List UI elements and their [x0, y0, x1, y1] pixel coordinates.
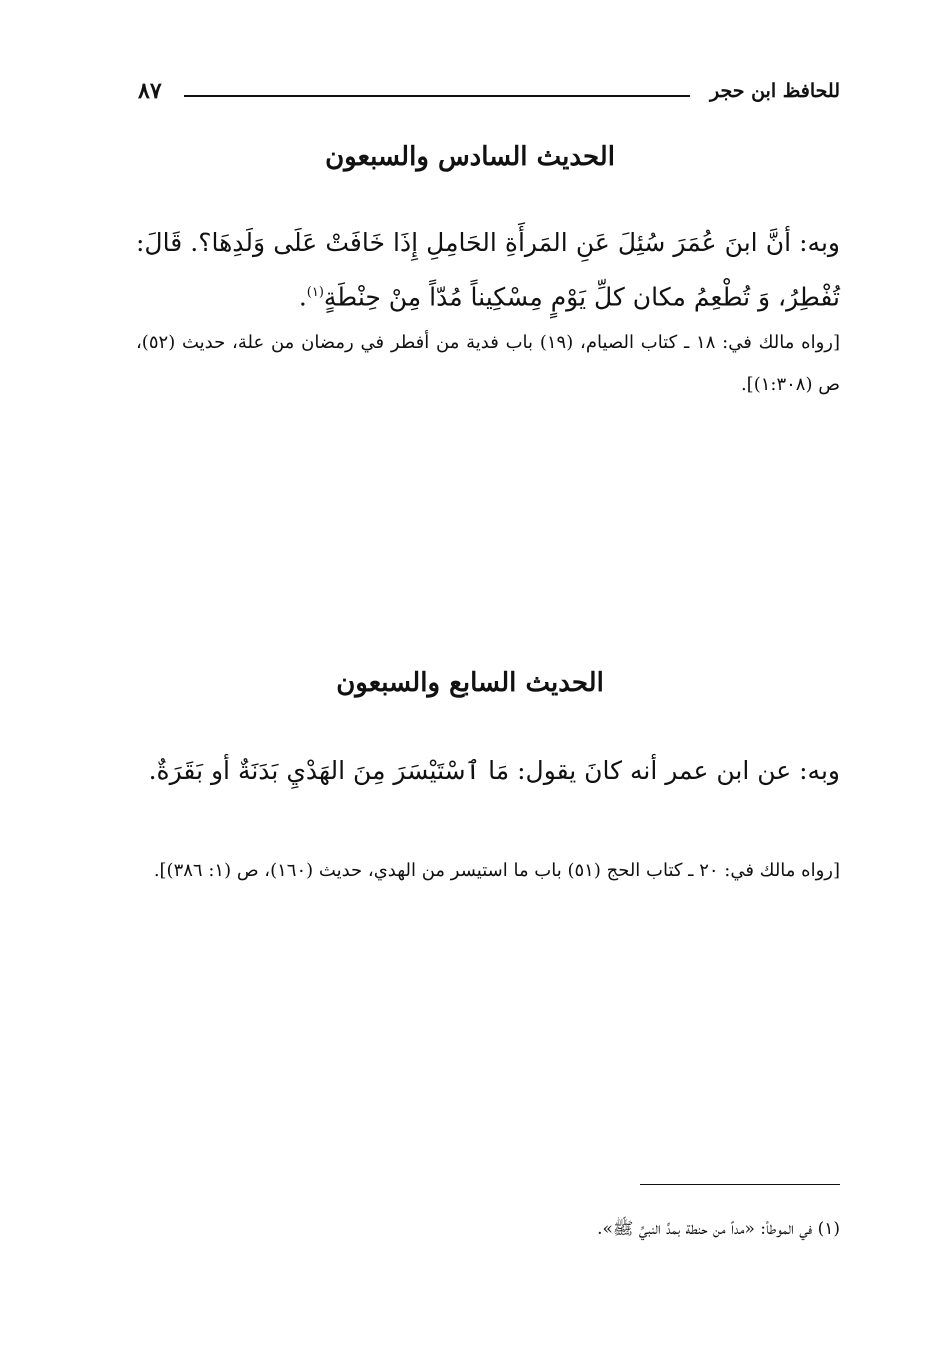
footnote-marker: (١): [306, 285, 324, 300]
hadith-76-heading: الحديث السادس والسبعون: [325, 142, 615, 172]
header-rule: [184, 95, 690, 97]
hadith-77-text: وبه: عن ابن عمر أنه كانَ يقول: مَا ٱسْتَيْسَرَ مِنَ الهَدْيِ بَدَنَةٌ أو بَقَرَةٌ.: [148, 756, 840, 785]
footnote: (١) في الموطأ: «مداً من حنطة بمدِّ النبيِّ ﷺ».: [597, 1219, 840, 1239]
hadith-77-source: [رواه مالك في: ٢٠ ـ كتاب الحج (٥١) باب ما استيسر من الهدي، حديث (١٦٠)، ص (١: ٣٨٦)].: [153, 860, 840, 881]
hadith-76-text: [136, 218, 840, 322]
hadith-77-heading: الحديث السابع والسبعون: [336, 668, 604, 698]
hadith-76-body: وبه: أنَّ ابنَ عُمَرَ سُئِلَ عَنِ المَرأَةِ الحَامِلِ إِذَا خَافَتْ عَلَى وَلَدِهَا؟. قَالَ: تُفْطِرُ، وَ تُطْعِمُ مكان كلِّ يَوْمٍ مِسْكِيناً مُدّاً مِنْ حِنْطَةٍ: [136, 228, 840, 312]
running-header: [138, 80, 840, 114]
hadith-76-source: [رواه مالك في: ١٨ ـ كتاب الصيام، (١٩) باب فدية من أفطر في رمضان من علة، حديث (٥٢)، ص (١:٣٠٨)].: [136, 332, 841, 395]
page-number: ٨٧: [138, 78, 162, 104]
footnote-rule: [640, 1184, 840, 1185]
hadith-76-end: .: [298, 282, 307, 312]
running-header-title: للحافظ ابن حجر: [709, 80, 840, 102]
